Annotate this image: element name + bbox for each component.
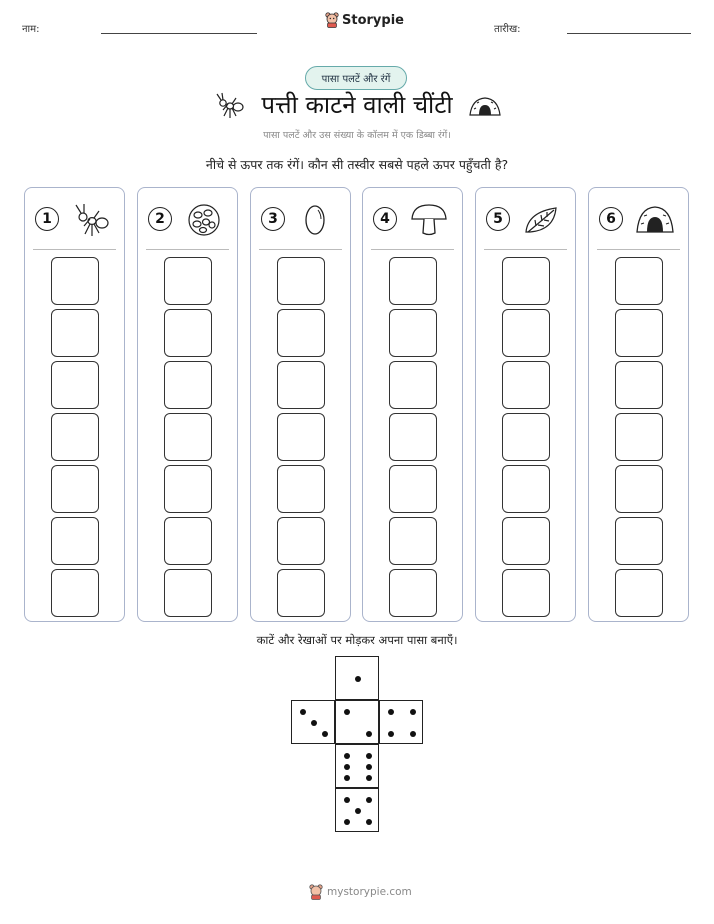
color-box[interactable] [277, 309, 325, 357]
cell-stack [164, 257, 212, 621]
color-box[interactable] [389, 413, 437, 461]
color-box[interactable] [164, 257, 212, 305]
name-label: नाम: [22, 24, 40, 35]
color-box[interactable] [389, 465, 437, 513]
nest-mound-icon [468, 95, 502, 117]
leaf-icon [522, 202, 562, 238]
color-box[interactable] [51, 257, 99, 305]
color-box[interactable] [389, 361, 437, 409]
color-box[interactable] [164, 569, 212, 617]
brand-name: Storypie [342, 12, 404, 28]
color-box[interactable] [389, 257, 437, 305]
bear-icon [309, 884, 323, 900]
column-number: 5 [486, 207, 510, 231]
column-number: 3 [261, 207, 285, 231]
color-box[interactable] [502, 517, 550, 565]
cell-stack [615, 257, 663, 621]
color-box[interactable] [51, 309, 99, 357]
color-box[interactable] [389, 309, 437, 357]
color-box[interactable] [164, 465, 212, 513]
color-box[interactable] [615, 309, 663, 357]
die-face-3 [291, 700, 335, 744]
color-box[interactable] [51, 517, 99, 565]
column-3 [250, 187, 351, 622]
color-box[interactable] [277, 257, 325, 305]
bear-icon [325, 12, 339, 28]
color-box[interactable] [615, 361, 663, 409]
color-box[interactable] [502, 361, 550, 409]
color-box[interactable] [615, 257, 663, 305]
brand-logo [325, 12, 404, 28]
footer-url[interactable]: mystorypie.com [327, 886, 412, 898]
die-face-4 [379, 700, 423, 744]
column-number: 1 [35, 207, 59, 231]
column-2 [137, 187, 238, 622]
color-box[interactable] [615, 413, 663, 461]
color-box[interactable] [502, 413, 550, 461]
column-5 [475, 187, 576, 622]
cell-stack [51, 257, 99, 621]
color-box[interactable] [164, 361, 212, 409]
color-box[interactable] [277, 413, 325, 461]
name-line[interactable] [101, 33, 257, 34]
die-face-1 [335, 656, 379, 700]
color-box[interactable] [51, 569, 99, 617]
color-box[interactable] [615, 465, 663, 513]
color-box[interactable] [389, 517, 437, 565]
die-face-2 [335, 700, 379, 744]
ant-icon [71, 202, 111, 238]
color-box[interactable] [164, 309, 212, 357]
page-subtitle: पासा पलटें और उस संख्या के कॉलम में एक डिब्बा रंगें। [263, 130, 451, 141]
column-number: 6 [599, 207, 623, 231]
mushroom-icon [409, 202, 449, 238]
cell-stack [389, 257, 437, 621]
color-box[interactable] [51, 361, 99, 409]
egg-icon [297, 202, 337, 238]
color-box[interactable] [502, 569, 550, 617]
fungus-garden-icon [184, 202, 224, 238]
page-title: पत्ती काटने वाली चींटी [261, 91, 453, 119]
color-box[interactable] [277, 465, 325, 513]
color-box[interactable] [615, 569, 663, 617]
column-1 [24, 187, 125, 622]
cut-instruction: काटें और रेखाओं पर मोड़कर अपना पासा बनाएँ। [256, 633, 458, 647]
color-box[interactable] [615, 517, 663, 565]
footer [309, 884, 412, 900]
color-box[interactable] [277, 517, 325, 565]
color-box[interactable] [502, 257, 550, 305]
color-box[interactable] [277, 361, 325, 409]
die-face-5 [335, 788, 379, 832]
activity-badge: पासा पलटें और रंगें [305, 66, 407, 90]
die-face-6 [335, 744, 379, 788]
color-box[interactable] [164, 517, 212, 565]
color-box[interactable] [389, 569, 437, 617]
color-box[interactable] [502, 465, 550, 513]
column-number: 4 [373, 207, 397, 231]
cell-stack [502, 257, 550, 621]
instruction-text: नीचे से ऊपर तक रंगें। कौन सी तस्वीर सबसे पहले ऊपर पहुँचती है? [205, 157, 509, 172]
color-box[interactable] [51, 413, 99, 461]
date-label: तारीख: [494, 24, 521, 35]
column-6 [588, 187, 689, 622]
color-box[interactable] [502, 309, 550, 357]
nest-mound-icon [635, 202, 675, 238]
column-number: 2 [148, 207, 172, 231]
date-line[interactable] [567, 33, 691, 34]
color-box[interactable] [51, 465, 99, 513]
column-4 [362, 187, 463, 622]
cell-stack [277, 257, 325, 621]
color-box[interactable] [164, 413, 212, 461]
color-box[interactable] [277, 569, 325, 617]
